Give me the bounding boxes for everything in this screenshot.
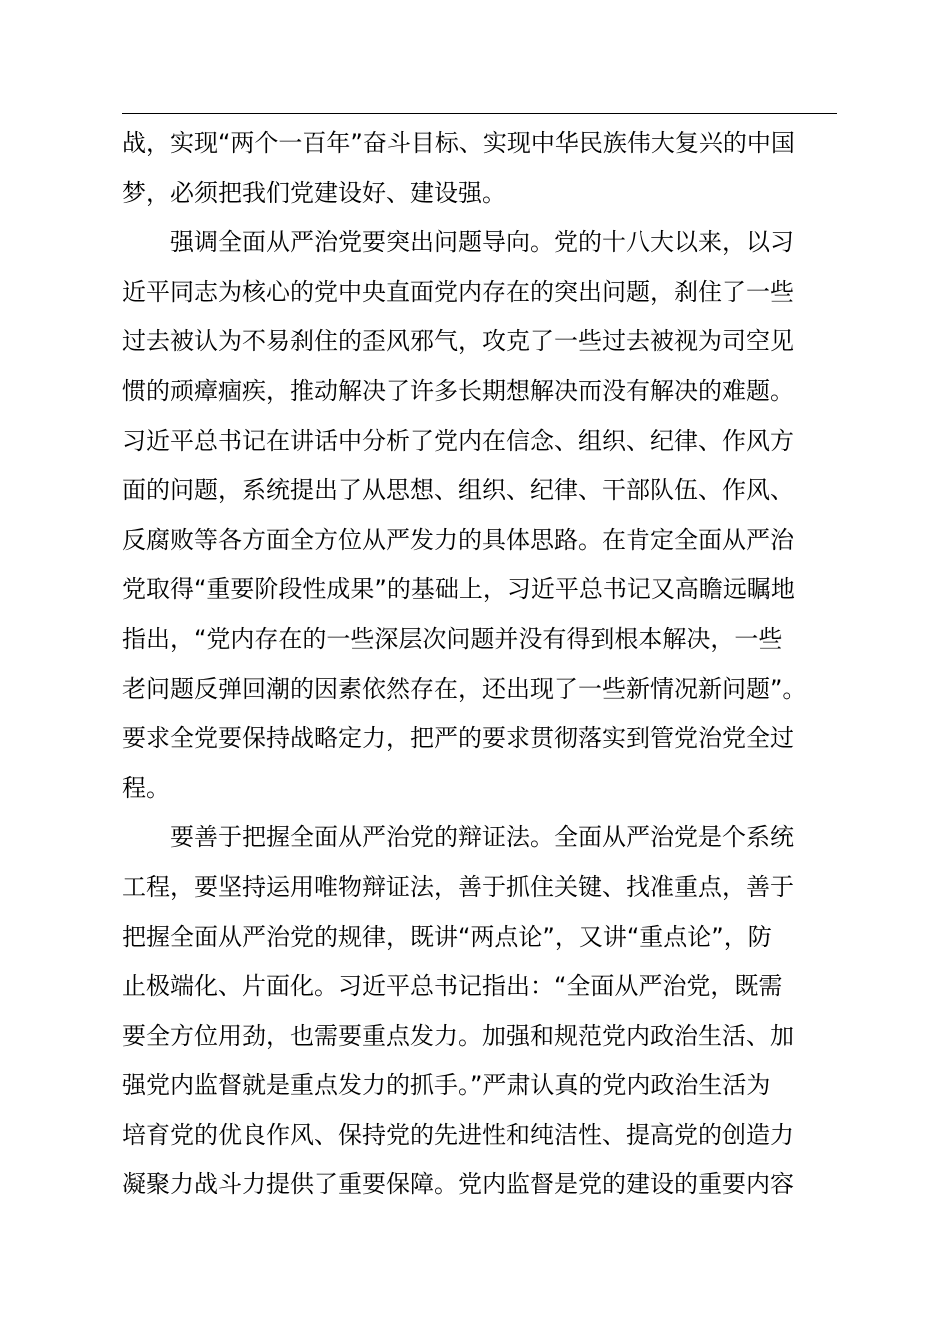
body-text <box>122 119 852 1210</box>
header-rule <box>122 113 837 114</box>
text-line: 工程，要坚持运用唯物辩证法，善于抓住关键、找准重点，善于 <box>122 872 794 901</box>
text-line: 习近平总书记在讲话中分析了党内在信念、组织、纪律、作风方 <box>122 426 794 455</box>
text-line: 指出，“党内存在的一些深层次问题并没有得到根本解决，一些 <box>122 624 783 653</box>
text-line: 老问题反弹回潮的因素依然存在，还出现了一些新情况新问题”。 <box>122 674 807 703</box>
text-line: 把握全面从严治党的规律，既讲“两点论”，又讲“重点论”，防 <box>122 922 772 951</box>
text-line: 近平同志为核心的党中央直面党内存在的突出问题，刹住了一些 <box>122 277 794 306</box>
text-line: 培育党的优良作风、保持党的先进性和纯洁性、提高党的创造力 <box>122 1120 794 1149</box>
paragraph-start-line: 要善于把握全面从严治党的辩证法。全面从严治党是个系统 <box>170 823 794 852</box>
text-line: 强党内监督就是重点发力的抓手。”严肃认真的党内政治生活为 <box>122 1071 771 1100</box>
text-line: 要全方位用劲，也需要重点发力。加强和规范党内政治生活、加 <box>122 1021 794 1050</box>
text-line: 梦，必须把我们党建设好、建设强。 <box>122 178 506 207</box>
text-line: 党取得“重要阶段性成果”的基础上，习近平总书记又高瞻远瞩地 <box>122 575 795 604</box>
text-line: 过去被认为不易刹住的歪风邪气，攻克了一些过去被视为司空见 <box>122 327 794 356</box>
text-line: 要求全党要保持战略定力，把严的要求贯彻落实到管党治党全过 <box>122 724 794 753</box>
text-line: 惯的顽瘴痼疾，推动解决了许多长期想解决而没有解决的难题。 <box>122 376 794 405</box>
text-line: 程。 <box>122 773 170 802</box>
paragraph-start-line: 强调全面从严治党要突出问题导向。党的十八大以来，以习 <box>170 228 794 257</box>
text-line: 反腐败等各方面全方位从严发力的具体思路。在肯定全面从严治 <box>122 525 794 554</box>
text-line: 止极端化、片面化。习近平总书记指出：“全面从严治党，既需 <box>122 972 783 1001</box>
text-line: 凝聚力战斗力提供了重要保障。党内监督是党的建设的重要内容 <box>122 1170 794 1199</box>
text-line: 面的问题，系统提出了从思想、组织、纪律、干部队伍、作风、 <box>122 476 794 505</box>
text-line: 战，实现“两个一百年”奋斗目标、实现中华民族伟大复兴的中国 <box>122 129 795 157</box>
